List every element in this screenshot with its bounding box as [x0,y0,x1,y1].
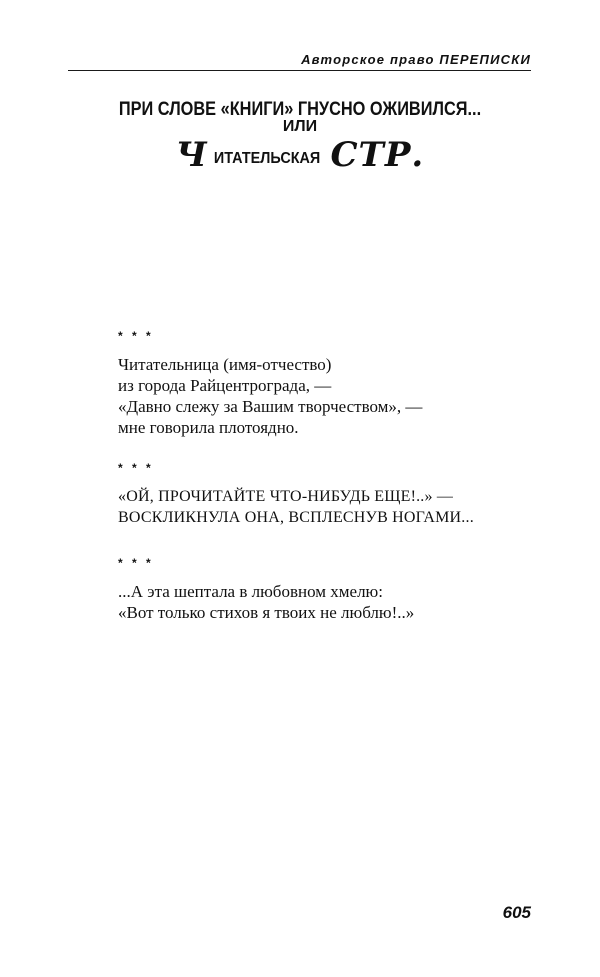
separator-stars: * * * [118,461,154,475]
poem-line: мне говорила плотоядно. [118,418,299,437]
poem-line: «ОЙ, ПРОЧИТАЙТЕ ЧТО-НИБУДЬ ЕЩЕ!..» — [118,488,454,505]
poem-1 [118,330,548,438]
poem-3 [118,557,548,623]
title-middle: ИТАТЕЛЬСКАЯ [213,150,321,167]
poem-line: ВОСКЛИКНУЛА ОНА, ВСПЛЕСНУВ НОГАМИ... [118,509,474,526]
poem-line: Читательница (имя-отчество) [118,355,332,374]
title-line-3 [60,135,540,175]
running-head: Авторское право ПЕРЕПИСКИ [301,52,531,67]
separator-stars: * * * [118,329,154,343]
title-line-2: ИЛИ [282,118,318,135]
title-line-1: ПРИ СЛОВЕ «КНИГИ» ГНУСНО ОЖИВИЛСЯ... [118,99,482,120]
poem-line: из города Райцентрограда, — [118,376,332,395]
poem-line: «Вот только стихов я твоих не люблю!..» [118,603,415,622]
poem-line: ...А эта шептала в любовном хмелю: [118,582,383,601]
poem-line: «Давно слежу за Вашим творчеством», — [118,397,423,416]
chapter-title [60,99,540,175]
title-end: СТР. [330,135,425,175]
page-number: 605 [502,903,531,922]
poem-2 [118,462,548,528]
title-initial: Ч [175,135,208,175]
separator-stars: * * * [118,556,154,570]
header-rule [68,70,531,71]
